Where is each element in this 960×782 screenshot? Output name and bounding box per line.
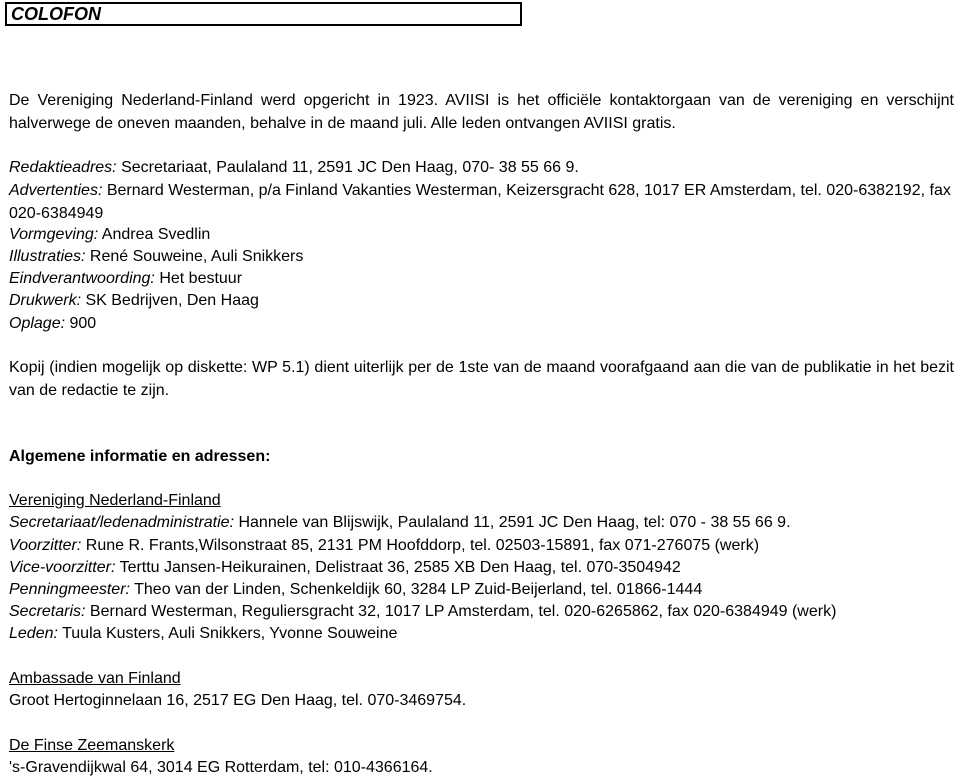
kopij-paragraph: Kopij (indien mogelijk op diskette: WP 5.1) dient uiterlijk per de 1ste van de maand voorafgaand aan die van de publikatie in het bezit van de redactie te zijn. [9,359,954,399]
redaktie-label: Redaktieadres: [9,159,117,176]
vormgeving-label: Vormgeving: [9,226,99,243]
advertenties-line [9,180,954,225]
vormgeving-value: Andrea Svedlin [98,226,211,243]
secretaris-label: Secretaris: [9,603,86,620]
penningmeester-label: Penningmeester: [9,581,130,598]
secretaris-value: Bernard Westerman, Reguliersgracht 32, 1017 LP Amsterdam, tel. 020-6265862, fax 020-6384949 (werk) [85,603,837,620]
drukwerk-line [9,290,954,313]
vereniging-heading: Vereniging Nederland-Finland [9,492,221,509]
algemene-heading: Algemene informatie en adressen: [9,448,271,465]
secretariaat-line [9,512,954,535]
advertenties-label: Advertenties: [9,182,103,199]
vicevoorzitter-label: Vice-voorzitter: [9,559,116,576]
oplage-line [9,313,954,336]
drukwerk-value: SK Bedrijven, Den Haag [81,292,259,309]
eindverantwoording-value: Het bestuur [154,270,243,287]
voorzitter-label: Voorzitter: [9,537,82,554]
vicevoorzitter-line [9,557,954,580]
leden-label: Leden: [9,625,58,642]
oplage-label: Oplage: [9,315,66,332]
leden-value: Tuula Kusters, Auli Snikkers, Yvonne Souweine [57,625,398,642]
redaktie-line [9,157,954,180]
penningmeester-value: Theo van der Linden, Schenkeldijk 60, 3284 LP Zuid-Beijerland, tel. 01866-1444 [129,581,703,598]
illustraties-line [9,246,954,269]
zeemanskerk-heading: De Finse Zeemanskerk [9,737,175,754]
vicevoorzitter-value: Terttu Jansen-Heikurainen, Delistraat 36, 2585 XB Den Haag, tel. 070-3504942 [115,559,681,576]
page-title: COLOFON [5,2,522,26]
secretariaat-label: Secretariaat/ledenadministratie: [9,514,235,531]
intro-paragraph: De Vereniging Nederland-Finland werd opgericht in 1923. AVIISI is het officiële kontaktorgaan van de vereniging en verschijnt halverwege de oneven maanden, behalve in de maand juli. Alle leden ontvangen AVIISI gratis. [9,92,954,132]
voorzitter-line [9,535,954,558]
voorzitter-value: Rune R. Frants,Wilsonstraat 85, 2131 PM Hoofddorp, tel. 02503-15891, fax 071-276075 (werk) [81,537,760,554]
zeemanskerk-address: 's-Gravendijkwal 64, 3014 EG Rotterdam, tel: 010-4366164. [9,759,433,776]
ambassade-heading: Ambassade van Finland [9,670,181,687]
secretariaat-value: Hannele van Blijswijk, Paulaland 11, 2591 JC Den Haag, tel: 070 - 38 55 66 9. [234,514,791,531]
vormgeving-line [9,224,954,247]
drukwerk-label: Drukwerk: [9,292,82,309]
illustraties-label: Illustraties: [9,248,86,265]
penningmeester-line [9,579,954,602]
eindverantwoording-line [9,268,954,291]
illustraties-value: René Souweine, Auli Snikkers [85,248,304,265]
oplage-value: 900 [65,315,97,332]
leden-line [9,623,954,646]
advertenties-value: Bernard Westerman, p/a Finland Vakanties Westerman, Keizersgracht 628, 1017 ER Amsterdam, tel. 020-6382192, fax 020-6384949 [9,182,951,222]
eindverantwoording-label: Eindverantwoording: [9,270,155,287]
ambassade-address: Groot Hertoginnelaan 16, 2517 EG Den Haag, tel. 070-3469754. [9,692,467,709]
secretaris-line [9,601,954,624]
redaktie-value: Secretariaat, Paulaland 11, 2591 JC Den Haag, 070- 38 55 66 9. [116,159,579,176]
